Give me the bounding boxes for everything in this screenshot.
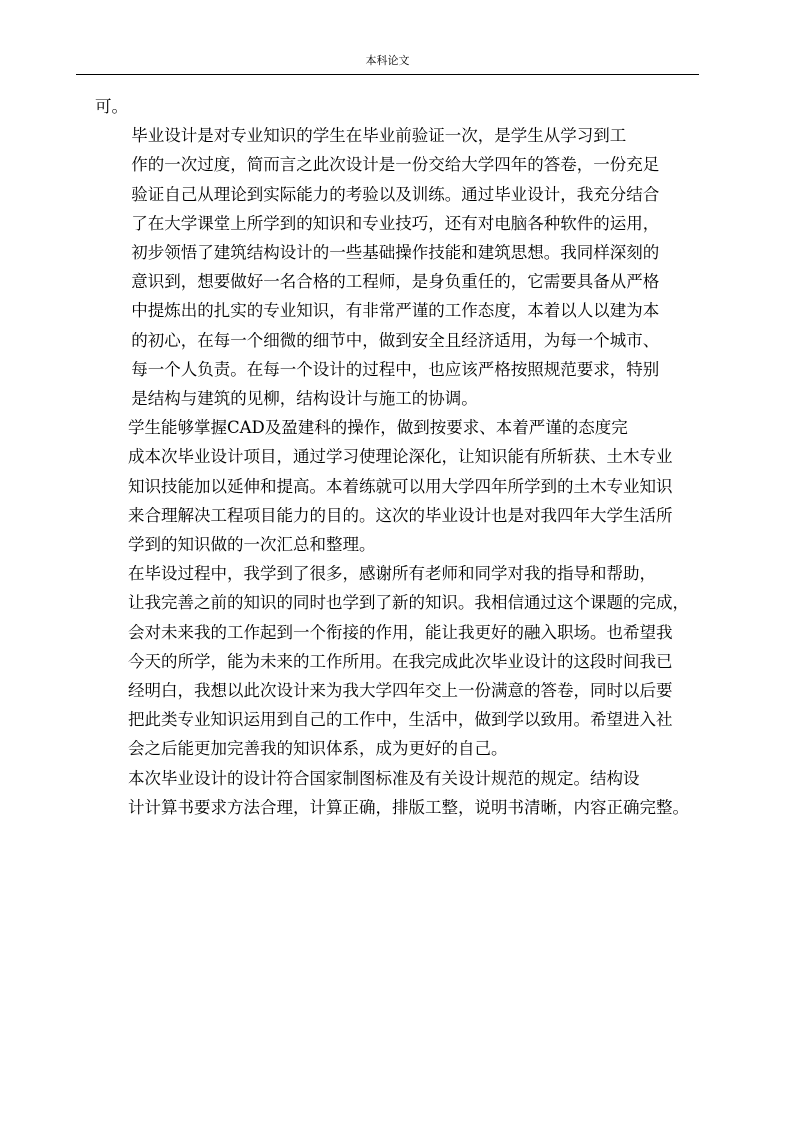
paragraph-line: 学到的知识做的一次汇总和整理。 — [128, 535, 376, 555]
paragraph-line: 的初心，在每一个细微的细节中，做到安全且经济适用，为每一个城市、 — [131, 330, 660, 350]
paragraph-1 — [95, 121, 713, 413]
paragraph-line: 验证自己从理论到实际能力的考验以及训练。通过毕业设计，我充分结合 — [131, 184, 660, 204]
paragraph-2 — [95, 413, 713, 559]
body-text — [95, 92, 713, 822]
paragraph-line: 成本次毕业设计项目，通过学习使理论深化，让知识能有所斩获、土木专业 — [128, 447, 673, 467]
paragraph-line: 了在大学课堂上所学到的知识和专业技巧，还有对电脑各种软件的运用， — [131, 213, 660, 233]
paragraph-line: 学生能够掌握CAD及盈建科的操作，做到按要求、本着严谨的态度完 — [128, 418, 628, 438]
continuation-line: 可。 — [95, 97, 128, 116]
paragraph-line: 会对未来我的工作起到一个衔接的作用，能让我更好的融入职场。也希望我 — [128, 622, 673, 642]
paragraph-line: 今天的所学，能为未来的工作所用。在我完成此次毕业设计的这段时间我已 — [128, 651, 673, 671]
paragraph-line: 每一个人负责。在每一个设计的过程中，也应该严格按照规范要求，特别 — [131, 359, 660, 379]
paragraph-3 — [95, 559, 713, 763]
paragraph-line: 意识到，想要做好一名合格的工程师，是身负重任的，它需要具备从严格 — [131, 272, 660, 292]
paragraph-line: 经明白，我想以此次设计来为我大学四年交上一份满意的答卷，同时以后要 — [128, 681, 673, 701]
paragraph-line: 来合理解决工程项目能力的目的。这次的毕业设计也是对我四年大学生活所 — [128, 505, 673, 525]
paragraph-line: 在毕设过程中，我学到了很多，感谢所有老师和同学对我的指导和帮助， — [128, 564, 656, 584]
paragraph-line: 会之后能更加完善我的知识体系，成为更好的自己。 — [128, 739, 508, 759]
paragraph-line: 把此类专业知识运用到自己的工作中，生活中，做到学以致用。希望进入社 — [128, 710, 673, 730]
paragraph-line: 计计算书要求方法合理，计算正确，排版工整，说明书清晰，内容正确完整。 — [128, 797, 689, 817]
page-header — [76, 52, 699, 75]
paragraph-line: 知识技能加以延伸和提高。本着练就可以用大学四年所学到的土木专业知识 — [128, 476, 673, 496]
paragraph-line: 让我完善之前的知识的同时也学到了新的知识。我相信通过这个课题的完成， — [128, 593, 689, 613]
paragraph-line: 中提炼出的扎实的专业知识，有非常严谨的工作态度，本着以人以建为本 — [131, 301, 660, 321]
header-title: 本科论文 — [365, 54, 410, 67]
paragraph-line: 本次毕业设计的设计符合国家制图标准及有关设计规范的规定。结构设 — [128, 768, 640, 788]
paragraph-4 — [95, 764, 713, 822]
paragraph-line: 是结构与建筑的见柳，结构设计与施工的协调。 — [131, 389, 478, 409]
paragraph-line: 初步领悟了建筑结构设计的一些基础操作技能和建筑思想。我同样深刻的 — [131, 243, 660, 263]
paragraph-line: 作的一次过度，简而言之此次设计是一份交给大学四年的答卷，一份充足 — [131, 155, 660, 175]
paragraph-line: 毕业设计是对专业知识的学生在毕业前验证一次，是学生从学习到工 — [131, 126, 627, 146]
